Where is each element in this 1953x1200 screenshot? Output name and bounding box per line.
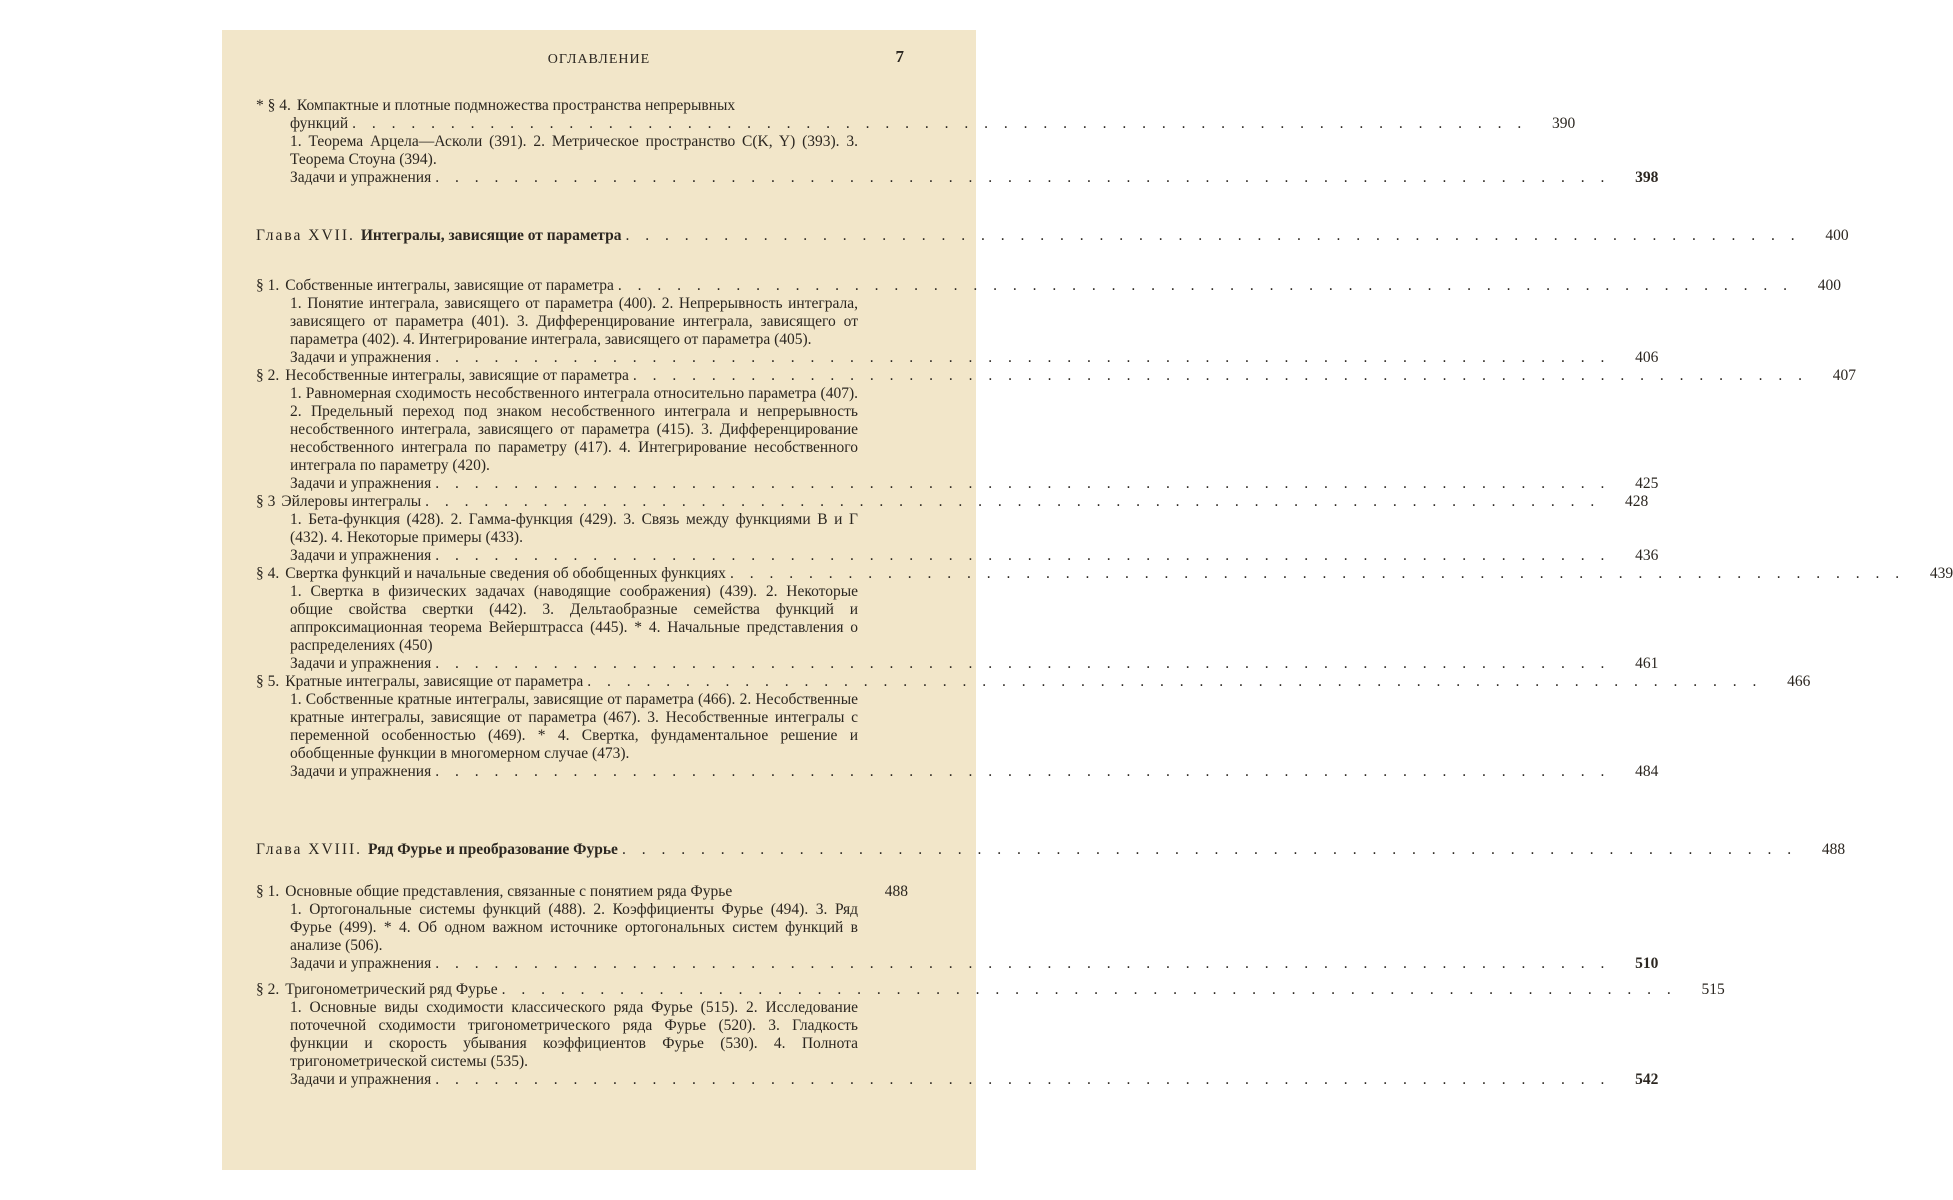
leader-dots: . . . . . . . . . . . . . . . . . . . . . . . . . . . . . . . . . . . . . . . . . . . . . . . . . . . . . . . . . . . .	[352, 115, 1528, 132]
leader-dots: . . . . . . . . . . . . . . . . . . . . . . . . . . . . . . . . . . . . . . . . . . . . . . . . . . . . . . . . . . . .	[435, 475, 1611, 492]
exercises-page: 510	[1635, 955, 1659, 972]
subsection-list: 1. Свертка в физических задачах (наводящие соображения) (439). 2. Некоторые общие свойства свертки (442). 3. Дельтаобразные семейства функций и аппроксимационная теорема Вейерштрасса (445). * 4. Начальные представления о распределениях (450)	[290, 583, 858, 654]
exercises-page: 425	[1635, 475, 1659, 492]
section-page: 400	[1817, 277, 1842, 294]
exercises-page: 398	[1635, 169, 1659, 186]
section-page: 515	[1701, 981, 1725, 998]
leader-dots: . . . . . . . . . . . . . . . . . . . . . . . . . . . . . . . . . . . . . . . . . . . . . . . . . . . . . . . . . . . .	[617, 277, 1794, 294]
toc-chapter-17	[256, 227, 1849, 245]
subsection-list: 1. Основные виды сходимости классического ряда Фурье (515). 2. Исследование поточечной сходимости тригонометрического ряда Фурье (520). 3. Гладкость функции и скорость убывания коэффициентов Фурье (530). 4. Полнота тригонометрической системы (535).	[290, 999, 858, 1070]
exercises-page: 542	[1635, 1071, 1659, 1088]
section-page: 407	[1832, 367, 1857, 384]
section-label: § 5.	[256, 673, 280, 690]
leader-dots: . . . . . . . . . . . . . . . . . . . . . . . . . . . . . . . . . . . . . . . . . . . . . . . . . . . . . . . . . . . .	[729, 565, 1906, 582]
section-page: 466	[1787, 673, 1811, 690]
exercises-label: Задачи и упражнения	[290, 763, 432, 780]
section-title: Тригонометрический ряд Фурье	[285, 981, 498, 998]
leader-dots: . . . . . . . . . . . . . . . . . . . . . . . . . . . . . . . . . . . . . . . . . . . . . . . . . . . . . . . . . . . .	[621, 841, 1798, 858]
leader-dots: . . . . . . . . . . . . . . . . . . . . . . . . . . . . . . . . . . . . . . . . . . . . . . . . . . . . . . . . . . . .	[435, 1071, 1611, 1088]
exercises-label: Задачи и упражнения	[290, 169, 432, 186]
leader-dots: . . . . . . . . . . . . . . . . . . . . . . . . . . . . . . . . . . . . . . . . . . . . . . . . . . . . . . . . . . . .	[435, 169, 1611, 186]
toc-section-18-1	[256, 883, 1659, 973]
running-head: ОГЛАВЛЕНИЕ	[547, 52, 651, 67]
exercises-label: Задачи и упражнения	[290, 1071, 432, 1088]
section-label: § 4.	[256, 565, 280, 582]
toc-chapter-18	[256, 841, 1846, 859]
exercises-page: 484	[1635, 763, 1659, 780]
section-page: 390	[1552, 115, 1576, 132]
book-page	[222, 30, 1953, 1170]
section-label: § 1.	[256, 277, 280, 294]
chapter-title: Ряд Фурье и преобразование Фурье	[368, 841, 618, 858]
page-number: 7	[895, 47, 904, 66]
chapter-page: 400	[1825, 227, 1849, 244]
chapter-label: Глава XVII.	[256, 227, 355, 244]
section-label: § 1.	[256, 883, 280, 900]
toc-section-17-5	[256, 673, 1811, 781]
leader-dots: . . . . . . . . . . . . . . . . . . . . . . . . . . . . . . . . . . . . . . . . . . . . . . . . . . . . . . . . . . . .	[435, 955, 1611, 972]
section-title: Основные общие представления, связанные с понятием ряда Фурье	[285, 883, 733, 900]
section-page: 488	[884, 883, 908, 900]
subsection-list: 1. Равномерная сходимость несобственного интеграла относительно параметра (407). 2. Предельный переход под знаком несобственного интеграла и непрерывность несобственного интеграла, зависящего от параметра (415). 3. Дифференцирование несобственного интеграла по параметру (417). 4. Интегрирование несобственного интеграла по параметру (420).	[290, 385, 858, 474]
exercises-page: 461	[1635, 655, 1659, 672]
section-title: Собственные интегралы, зависящие от параметра	[285, 277, 614, 294]
chapter-page: 488	[1821, 841, 1846, 858]
leader-dots: . . . . . . . . . . . . . . . . . . . . . . . . . . . . . . . . . . . . . . . . . . . . . . . . . . . . . . . . . . . .	[435, 763, 1611, 780]
exercises-label: Задачи и упражнения	[290, 475, 432, 492]
leader-dots: . . . . . . . . . . . . . . . . . . . . . . . . . . . . . . . . . . . . . . . . . . . . . . . . . . . . . . . . . . . .	[501, 981, 1677, 998]
section-label: § 2.	[256, 981, 280, 998]
toc-section-17-3	[256, 493, 1659, 565]
section-title: Эйлеровы интегралы	[281, 493, 422, 510]
exercises-label: Задачи и упражнения	[290, 655, 432, 672]
section-page: 439	[1929, 565, 1953, 582]
section-label: § 3	[256, 493, 276, 510]
subsection-list: 1. Теорема Арцела—Асколи (391). 2. Метрическое пространство C(K, Y) (393). 3. Теорема Стоуна (394).	[290, 133, 858, 168]
chapter-title: Интегралы, зависящие от параметра	[360, 227, 622, 244]
section-label: § 2.	[256, 367, 280, 384]
section-title: Несобственные интегралы, зависящие от параметра	[285, 367, 629, 384]
section-label: * § 4.	[256, 97, 291, 114]
leader-dots: . . . . . . . . . . . . . . . . . . . . . . . . . . . . . . . . . . . . . . . . . . . . . . . . . . . . . . . . . . . .	[435, 547, 1611, 564]
exercises-label: Задачи и упражнения	[290, 955, 432, 972]
subsection-list: 1. Собственные кратные интегралы, зависящие от параметра (466). 2. Несобственные кратные интегралы, зависящие от параметра (467). 3. Несобственные интегралы с переменной особенностью (469). * 4. Свертка, фундаментальное решение и обобщенные функции в многомерном случае (473).	[290, 691, 858, 762]
subsection-list: 1. Ортогональные системы функций (488). 2. Коэффициенты Фурье (494). 3. Ряд Фурье (499). * 4. Об одном важном источнике ортогональных систем функций в анализе (506).	[290, 901, 858, 954]
toc-section-prev-4	[256, 97, 1659, 187]
section-page: 428	[1625, 493, 1649, 510]
section-title-cont: функций	[290, 115, 349, 132]
table-of-contents	[256, 97, 1953, 1089]
section-title: Компактные и плотные подмножества пространства непрерывных	[296, 97, 736, 114]
subsection-list: 1. Бета-функция (428). 2. Гамма-функция (429). 3. Связь между функциями B и Γ (432). 4. Некоторые примеры (433).	[290, 511, 858, 546]
leader-dots: . . . . . . . . . . . . . . . . . . . . . . . . . . . . . . . . . . . . . . . . . . . . . . . . . . . . . . . . . . . .	[625, 227, 1801, 244]
exercises-label: Задачи и упражнения	[290, 547, 432, 564]
leader-dots: . . . . . . . . . . . . . . . . . . . . . . . . . . . . . . . . . . . . . . . . . . . . . . . . . . . . . . . . . . . .	[632, 367, 1809, 384]
leader-dots: . . . . . . . . . . . . . . . . . . . . . . . . . . . . . . . . . . . . . . . . . . . . . . . . . . . . . . . . . . . .	[435, 349, 1611, 366]
toc-section-18-2	[256, 981, 1725, 1089]
leader-dots: . . . . . . . . . . . . . . . . . . . . . . . . . . . . . . . . . . . . . . . . . . . . . . . . . . . . . . . . . . . .	[435, 655, 1611, 672]
subsection-list: 1. Понятие интеграла, зависящего от параметра (400). 2. Непрерывность интеграла, зависящего от параметра (401). 3. Дифференцирование интеграла, зависящего от параметра (402). 4. Интегрирование интеграла, зависящего от параметра (405).	[290, 295, 858, 348]
exercises-page: 436	[1635, 547, 1659, 564]
section-title: Кратные интегралы, зависящие от параметра	[285, 673, 584, 690]
leader-dots: . . . . . . . . . . . . . . . . . . . . . . . . . . . . . . . . . . . . . . . . . . . . . . . . . . . . . . . . . . . .	[587, 673, 1763, 690]
toc-section-17-1	[256, 277, 1842, 367]
chapter-label: Глава XVIII.	[256, 841, 363, 858]
leader-dots: . . . . . . . . . . . . . . . . . . . . . . . . . . . . . . . . . . . . . . . . . . . . . . . . . . . . . . . . . . . .	[425, 493, 1601, 510]
section-title: Свертка функций и начальные сведения об обобщенных функциях	[285, 565, 726, 582]
toc-section-17-4	[256, 565, 1953, 673]
exercises-page: 406	[1635, 349, 1659, 366]
exercises-label: Задачи и упражнения	[290, 349, 432, 366]
toc-section-17-2	[256, 367, 1857, 493]
